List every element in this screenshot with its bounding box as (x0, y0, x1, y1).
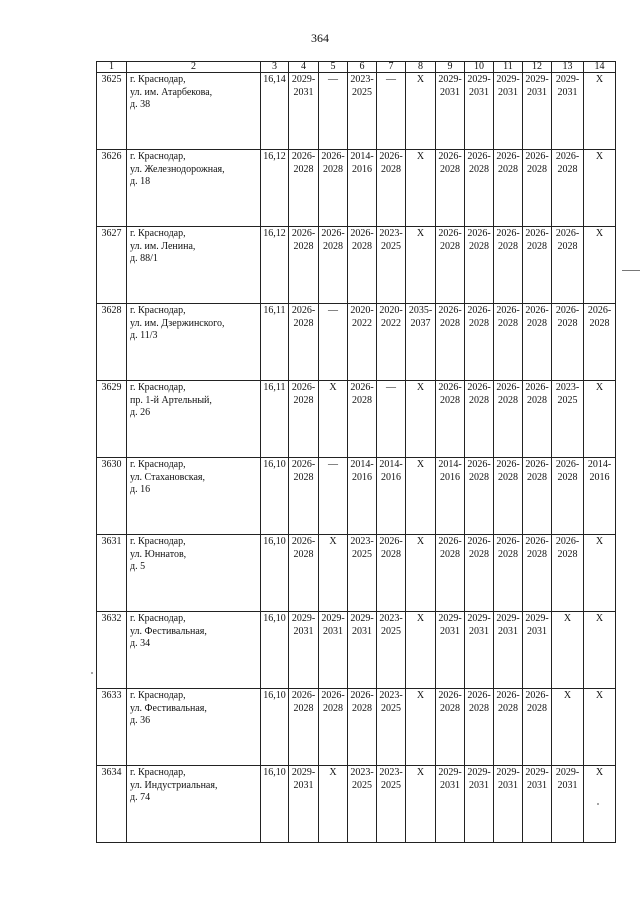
area-cell: 16,10 (261, 458, 289, 535)
period-cell: 2026- 2028 (289, 381, 319, 458)
period-cell: 2029- 2031 (289, 73, 319, 150)
period-cell: 2026- 2028 (465, 535, 494, 612)
row-number: 3631 (97, 535, 127, 612)
period-cell: 2026- 2028 (289, 227, 319, 304)
period-cell: X (319, 381, 348, 458)
table-row (97, 535, 616, 612)
row-number: 3633 (97, 689, 127, 766)
address-cell: г. Краснодар, ул. им. Дзержинского, д. 11/3 (127, 304, 261, 381)
period-cell: X (406, 535, 436, 612)
period-cell: 2026- 2028 (552, 227, 584, 304)
row-number: 3627 (97, 227, 127, 304)
column-number: 3 (261, 62, 289, 73)
row-number: 3632 (97, 612, 127, 689)
period-cell: 2014- 2016 (348, 150, 377, 227)
period-cell: 2026- 2028 (494, 381, 523, 458)
period-cell: 2029- 2031 (523, 766, 552, 843)
row-number: 3629 (97, 381, 127, 458)
period-cell: 2026- 2028 (348, 381, 377, 458)
period-cell: 2023- 2025 (348, 766, 377, 843)
period-cell: 2026- 2028 (523, 227, 552, 304)
row-number: 3630 (97, 458, 127, 535)
area-cell: 16,10 (261, 766, 289, 843)
period-cell: 2029- 2031 (465, 766, 494, 843)
column-number: 7 (377, 62, 406, 73)
area-cell: 16,10 (261, 689, 289, 766)
period-cell: 2029- 2031 (494, 612, 523, 689)
period-cell: 2029- 2031 (289, 612, 319, 689)
period-cell: 2014- 2016 (348, 458, 377, 535)
period-cell: 2029- 2031 (494, 73, 523, 150)
period-cell: 2026- 2028 (289, 150, 319, 227)
period-cell: 2026- 2028 (436, 535, 465, 612)
row-number: 3626 (97, 150, 127, 227)
period-cell: X (584, 150, 616, 227)
period-cell: 2026- 2028 (289, 304, 319, 381)
row-number: 3628 (97, 304, 127, 381)
period-cell: — (377, 73, 406, 150)
column-number: 4 (289, 62, 319, 73)
period-cell: 2026- 2028 (348, 689, 377, 766)
period-cell: — (319, 458, 348, 535)
table-row (97, 689, 616, 766)
address-cell: г. Краснодар, ул. Фестивальная, д. 36 (127, 689, 261, 766)
period-cell: X (584, 766, 616, 843)
period-cell: X (584, 535, 616, 612)
area-cell: 16,10 (261, 612, 289, 689)
scan-speck (597, 803, 599, 805)
period-cell: X (406, 612, 436, 689)
page-number: 364 (311, 31, 329, 45)
period-cell: 2026- 2028 (436, 227, 465, 304)
row-number: 3634 (97, 766, 127, 843)
period-cell: X (552, 689, 584, 766)
period-cell: 2029- 2031 (436, 612, 465, 689)
period-cell: 2026- 2028 (523, 304, 552, 381)
period-cell: 2026- 2028 (552, 458, 584, 535)
period-cell: X (584, 227, 616, 304)
period-cell: X (406, 458, 436, 535)
address-cell: г. Краснодар, ул. им. Атарбекова, д. 38 (127, 73, 261, 150)
period-cell: 2026- 2028 (552, 150, 584, 227)
address-cell: г. Краснодар, ул. Стахановская, д. 16 (127, 458, 261, 535)
period-cell: 2026- 2028 (465, 458, 494, 535)
period-cell: 2026- 2028 (494, 304, 523, 381)
period-cell: 2026- 2028 (348, 227, 377, 304)
period-cell: 2023- 2025 (348, 535, 377, 612)
period-cell: 2026- 2028 (523, 150, 552, 227)
address-cell: г. Краснодар, ул. Железнодорожная, д. 18 (127, 150, 261, 227)
column-number: 13 (552, 62, 584, 73)
period-cell: — (319, 73, 348, 150)
period-cell: X (584, 612, 616, 689)
period-cell: X (406, 150, 436, 227)
period-cell: 2023- 2025 (348, 73, 377, 150)
period-cell: 2029- 2031 (552, 766, 584, 843)
column-number: 8 (406, 62, 436, 73)
column-number: 10 (465, 62, 494, 73)
period-cell: X (406, 73, 436, 150)
column-number: 6 (348, 62, 377, 73)
period-cell: 2026- 2028 (436, 304, 465, 381)
period-cell: 2029- 2031 (523, 612, 552, 689)
table-row (97, 73, 616, 150)
period-cell: 2029- 2031 (348, 612, 377, 689)
column-number: 12 (523, 62, 552, 73)
period-cell: 2029- 2031 (523, 73, 552, 150)
period-cell: X (552, 612, 584, 689)
period-cell: 2023- 2025 (552, 381, 584, 458)
period-cell: 2026- 2028 (552, 535, 584, 612)
table-row (97, 150, 616, 227)
period-cell: 2026- 2028 (494, 689, 523, 766)
column-number: 9 (436, 62, 465, 73)
table-row (97, 766, 616, 843)
period-cell: 2029- 2031 (552, 73, 584, 150)
period-cell: 2026- 2028 (494, 535, 523, 612)
period-cell: 2023- 2025 (377, 689, 406, 766)
period-cell: 2026- 2028 (494, 227, 523, 304)
area-cell: 16,11 (261, 304, 289, 381)
period-cell: 2026- 2028 (523, 458, 552, 535)
address-cell: г. Краснодар, ул. им. Ленина, д. 88/1 (127, 227, 261, 304)
period-cell: 2026- 2028 (465, 150, 494, 227)
table-row (97, 612, 616, 689)
period-cell: 2029- 2031 (465, 612, 494, 689)
period-cell: 2020- 2022 (377, 304, 406, 381)
period-cell: 2026- 2028 (552, 304, 584, 381)
column-number: 2 (127, 62, 261, 73)
column-number: 11 (494, 62, 523, 73)
margin-mark (622, 270, 640, 271)
period-cell: 2026- 2028 (465, 304, 494, 381)
column-number: 1 (97, 62, 127, 73)
period-cell: 2026- 2028 (436, 689, 465, 766)
address-cell: г. Краснодар, ул. Юннатов, д. 5 (127, 535, 261, 612)
column-number-row (97, 62, 616, 73)
period-cell: X (584, 689, 616, 766)
address-cell: г. Краснодар, ул. Фестивальная, д. 34 (127, 612, 261, 689)
period-cell: 2026- 2028 (494, 150, 523, 227)
period-cell: 2014- 2016 (436, 458, 465, 535)
period-cell: 2029- 2031 (465, 73, 494, 150)
period-cell: 2026- 2028 (465, 689, 494, 766)
period-cell: 2029- 2031 (436, 73, 465, 150)
period-cell: X (319, 766, 348, 843)
period-cell: 2029- 2031 (319, 612, 348, 689)
period-cell: 2020- 2022 (348, 304, 377, 381)
area-cell: 16,12 (261, 150, 289, 227)
period-cell: 2026- 2028 (523, 535, 552, 612)
period-cell: X (406, 381, 436, 458)
period-cell: — (377, 381, 406, 458)
repair-schedule-table (96, 61, 616, 843)
period-cell: 2026- 2028 (289, 535, 319, 612)
period-cell: 2026- 2028 (319, 227, 348, 304)
period-cell: 2026- 2028 (465, 227, 494, 304)
period-cell: 2014- 2016 (377, 458, 406, 535)
period-cell: X (319, 535, 348, 612)
period-cell: 2035- 2037 (406, 304, 436, 381)
period-cell: 2026- 2028 (436, 381, 465, 458)
area-cell: 16,12 (261, 227, 289, 304)
area-cell: 16,11 (261, 381, 289, 458)
period-cell: X (584, 381, 616, 458)
period-cell: 2026- 2028 (584, 304, 616, 381)
period-cell: 2014- 2016 (584, 458, 616, 535)
period-cell: 2026- 2028 (319, 150, 348, 227)
period-cell: X (406, 227, 436, 304)
period-cell: 2026- 2028 (377, 535, 406, 612)
period-cell: 2026- 2028 (523, 381, 552, 458)
period-cell: 2023- 2025 (377, 766, 406, 843)
table-row (97, 381, 616, 458)
period-cell: 2026- 2028 (377, 150, 406, 227)
period-cell: — (319, 304, 348, 381)
period-cell: 2029- 2031 (494, 766, 523, 843)
period-cell: 2026- 2028 (523, 689, 552, 766)
table-row (97, 227, 616, 304)
scan-speck (91, 672, 93, 674)
period-cell: 2029- 2031 (289, 766, 319, 843)
period-cell: X (406, 766, 436, 843)
period-cell: 2029- 2031 (436, 766, 465, 843)
period-cell: 2026- 2028 (319, 689, 348, 766)
table-row (97, 304, 616, 381)
column-number: 5 (319, 62, 348, 73)
period-cell: 2023- 2025 (377, 227, 406, 304)
period-cell: 2023- 2025 (377, 612, 406, 689)
period-cell: X (584, 73, 616, 150)
row-number: 3625 (97, 73, 127, 150)
area-cell: 16,14 (261, 73, 289, 150)
period-cell: 2026- 2028 (289, 458, 319, 535)
period-cell: 2026- 2028 (494, 458, 523, 535)
period-cell: 2026- 2028 (289, 689, 319, 766)
address-cell: г. Краснодар, ул. Индустриальная, д. 74 (127, 766, 261, 843)
area-cell: 16,10 (261, 535, 289, 612)
table-row (97, 458, 616, 535)
period-cell: 2026- 2028 (436, 150, 465, 227)
address-cell: г. Краснодар, пр. 1-й Артельный, д. 26 (127, 381, 261, 458)
column-number: 14 (584, 62, 616, 73)
period-cell: X (406, 689, 436, 766)
period-cell: 2026- 2028 (465, 381, 494, 458)
